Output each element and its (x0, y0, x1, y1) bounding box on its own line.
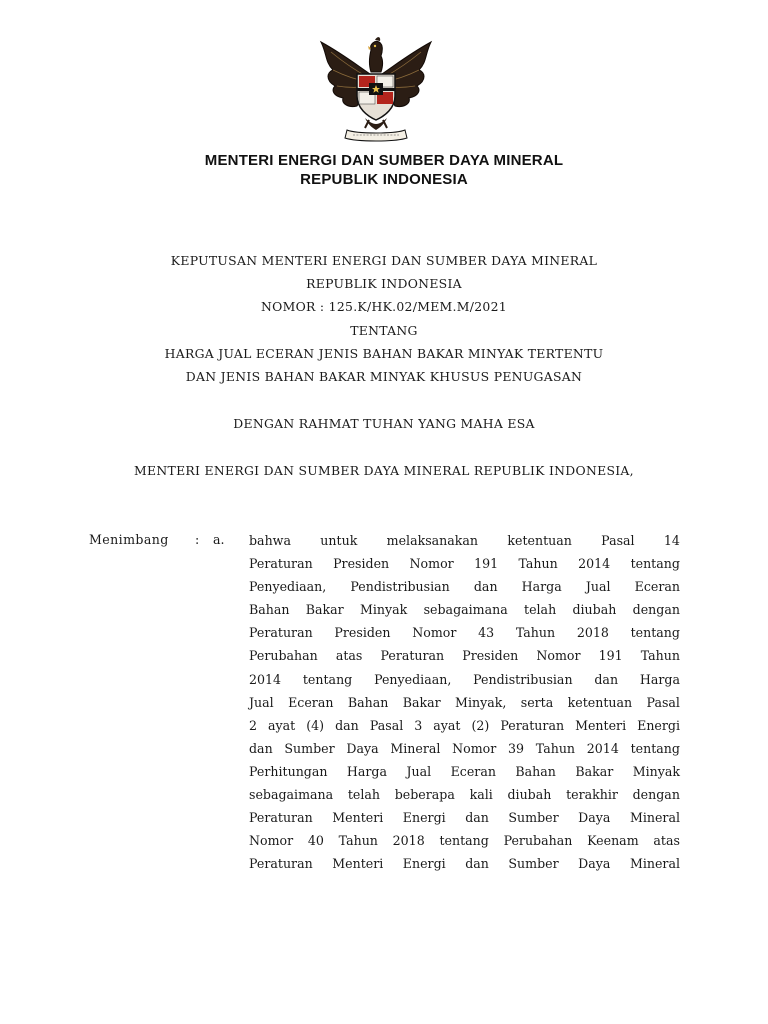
org-title-line-1: MENTERI ENERGI DAN SUMBER DAYA MINERAL (204, 152, 564, 169)
considering-body-text: dan Sumber Daya Mineral Nomor 39 Tahun 2014 tentang (249, 740, 680, 756)
considering-label: Menimbang (89, 532, 169, 547)
considering-body-line (249, 786, 680, 809)
considering-body-line (249, 555, 680, 578)
considering-body-line (249, 763, 680, 786)
garuda-emblem-icon (313, 36, 439, 144)
considering-body-text: Peraturan Menteri Energi dan Sumber Daya Mineral (249, 856, 680, 872)
considering-body-text: 2014 tentang Penyediaan, Pendistribusian dan Harga (249, 671, 680, 687)
considering-body-line (249, 809, 680, 832)
considering-body-line (249, 647, 680, 670)
considering-body-line (249, 740, 680, 763)
considering-body-text: Nomor 40 Tahun 2018 tentang Perubahan Keenam atas (249, 833, 680, 849)
considering-body-text: Penyediaan, Pendistribusian dan Harga Jual Eceran (249, 579, 680, 595)
considering-item-letter: a. (213, 532, 225, 547)
decree-subject-line-2: DAN JENIS BAHAN BAKAR MINYAK KHUSUS PENUGASAN (185, 369, 583, 384)
considering-body-text: sebagaimana telah beberapa kali diubah terakhir dengan (249, 787, 680, 803)
considering-body-text: Peraturan Presiden Nomor 43 Tahun 2018 tentang (249, 625, 680, 641)
considering-body-text: Jual Eceran Bahan Bakar Minyak, serta ketentuan Pasal (249, 694, 680, 710)
considering-body-line (249, 578, 680, 601)
considering-body-line (249, 601, 680, 624)
decree-country: REPUBLIK INDONESIA (306, 276, 462, 291)
considering-body-line (249, 671, 680, 694)
considering-body-line (249, 717, 680, 740)
considering-body-line (249, 694, 680, 717)
decree-about: TENTANG (350, 323, 418, 338)
blessing-line: DENGAN RAHMAT TUHAN YANG MAHA ESA (233, 416, 535, 431)
considering-body-line (249, 832, 680, 855)
considering-body-text: Perhitungan Harga Jual Eceran Bahan Bakar Minyak (249, 763, 680, 779)
considering-item-body (249, 532, 680, 878)
considering-body-text: bahwa untuk melaksanakan ketentuan Pasal 14 (249, 533, 680, 548)
considering-body-line (249, 855, 680, 878)
decree-subject-line-1: HARGA JUAL ECERAN JENIS BAHAN BAKAR MINYAK TERTENTU (164, 346, 604, 361)
considering-body-text: Perubahan atas Peraturan Presiden Nomor 191 Tahun (249, 648, 680, 664)
issuer-line: MENTERI ENERGI DAN SUMBER DAYA MINERAL REPUBLIK INDONESIA, (134, 463, 634, 478)
considering-body-line (249, 532, 680, 555)
considering-colon: : (195, 532, 200, 547)
considering-body-text: 2 ayat (4) dan Pasal 3 ayat (2) Peraturan Menteri Energi (249, 717, 680, 733)
org-title-line-2: REPUBLIK INDONESIA (300, 171, 468, 188)
considering-body-text: Bahan Bakar Minyak sebagaimana telah diubah dengan (249, 602, 680, 618)
considering-body-text: Peraturan Menteri Energi dan Sumber Daya Mineral (249, 810, 680, 826)
considering-body-text: Peraturan Presiden Nomor 191 Tahun 2014 tentang (249, 556, 680, 572)
decree-number: NOMOR : 125.K/HK.02/MEM.M/2021 (261, 299, 507, 314)
decree-title: KEPUTUSAN MENTERI ENERGI DAN SUMBER DAYA MINERAL (170, 253, 598, 268)
considering-body-line (249, 624, 680, 647)
